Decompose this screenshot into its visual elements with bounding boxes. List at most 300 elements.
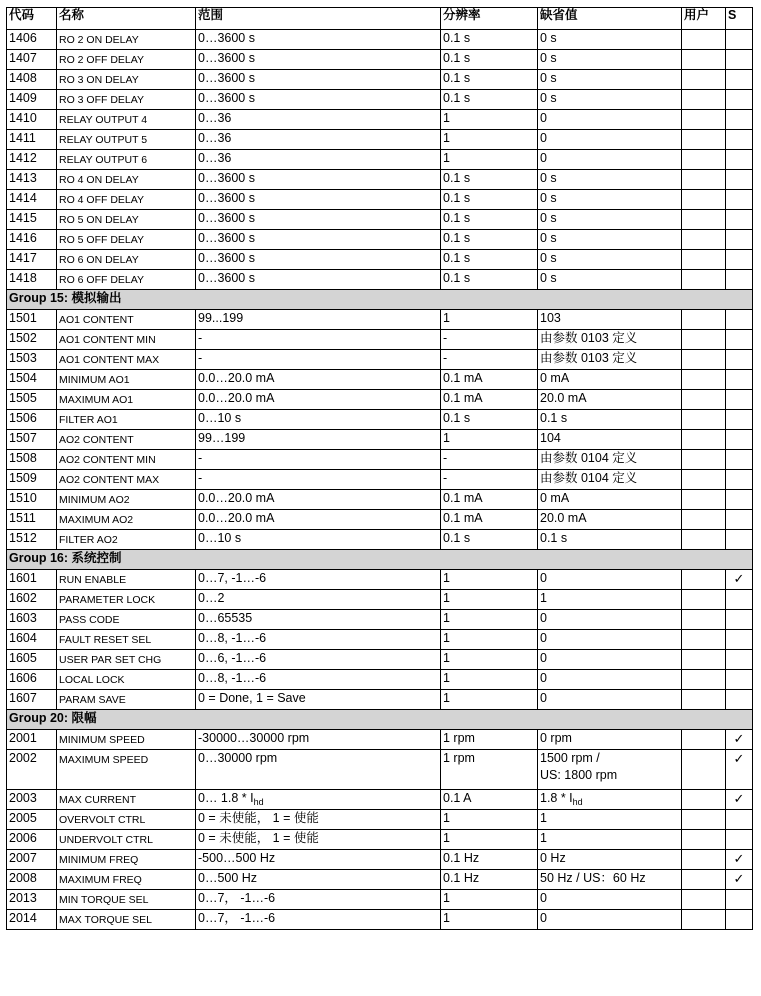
param-name: RO 5 OFF DELAY: [57, 230, 196, 250]
param-s-check: [726, 350, 753, 370]
param-code: 1604: [7, 630, 57, 650]
table-row: [7, 470, 753, 490]
param-name: AO1 CONTENT MAX: [57, 350, 196, 370]
param-default: 0 s: [538, 270, 682, 290]
table-row: [7, 210, 753, 230]
param-default: 0: [538, 130, 682, 150]
param-default: 0 s: [538, 250, 682, 270]
param-range: 0…3600 s: [196, 90, 441, 110]
header-resolution: 分辨率: [441, 8, 538, 30]
table-row: [7, 30, 753, 50]
param-resolution: 0.1 Hz: [441, 850, 538, 870]
param-resolution: 0.1 s: [441, 250, 538, 270]
param-code: 1505: [7, 390, 57, 410]
param-range: 0 = 未使能， 1 = 使能: [196, 830, 441, 850]
param-default-line2: US: 1800 rpm: [540, 768, 618, 782]
param-code: 1509: [7, 470, 57, 490]
param-resolution: 1: [441, 110, 538, 130]
param-range: 0…7， -1…-6: [196, 890, 441, 910]
param-name: RO 6 OFF DELAY: [57, 270, 196, 290]
table-row: [7, 410, 753, 430]
param-s-check: [726, 250, 753, 270]
param-user: [682, 110, 726, 130]
param-s-check: ✓: [726, 870, 753, 890]
param-user: [682, 70, 726, 90]
param-range: -: [196, 450, 441, 470]
param-default: 0 s: [538, 210, 682, 230]
param-range: 0…8, -1…-6: [196, 630, 441, 650]
param-name: PASS CODE: [57, 610, 196, 630]
param-s-check: ✓: [726, 850, 753, 870]
param-range: 0…3600 s: [196, 30, 441, 50]
param-user: [682, 170, 726, 190]
param-resolution: 1 rpm: [441, 730, 538, 750]
table-row: [7, 330, 753, 350]
header-user: 用户: [682, 8, 726, 30]
param-code: 2014: [7, 910, 57, 930]
param-name: RELAY OUTPUT 6: [57, 150, 196, 170]
table-row: [7, 790, 753, 810]
param-s-check: [726, 190, 753, 210]
param-range: 0…3600 s: [196, 70, 441, 90]
param-range: 99…199: [196, 430, 441, 450]
rows-group-20: [7, 810, 753, 930]
table-row: [7, 890, 753, 910]
param-name: MAXIMUM FREQ: [57, 870, 196, 890]
table-row: [7, 50, 753, 70]
param-code: 1414: [7, 190, 57, 210]
param-user: [682, 570, 726, 590]
param-name: AO2 CONTENT MAX: [57, 470, 196, 490]
param-resolution: 1: [441, 130, 538, 150]
param-range: 0…3600 s: [196, 250, 441, 270]
table-row: [7, 810, 753, 830]
param-user: [682, 270, 726, 290]
param-name: RO 5 ON DELAY: [57, 210, 196, 230]
param-resolution: 0.1 s: [441, 190, 538, 210]
param-s-check: [726, 50, 753, 70]
param-name: FILTER AO2: [57, 530, 196, 550]
param-code: 2008: [7, 870, 57, 890]
param-default: [538, 750, 682, 790]
param-code: 1409: [7, 90, 57, 110]
table-row: [7, 610, 753, 630]
param-default: 0.1 s: [538, 530, 682, 550]
param-default: 0 mA: [538, 490, 682, 510]
param-code: 2013: [7, 890, 57, 910]
param-resolution: 0.1 s: [441, 230, 538, 250]
table-row: [7, 750, 753, 790]
param-resolution: 0.1 s: [441, 90, 538, 110]
table-row: [7, 230, 753, 250]
param-user: [682, 510, 726, 530]
param-s-check: [726, 450, 753, 470]
param-name: FILTER AO1: [57, 410, 196, 430]
param-s-check: [726, 610, 753, 630]
table-row: [7, 430, 753, 450]
param-resolution: -: [441, 450, 538, 470]
param-range: 0.0…20.0 mA: [196, 370, 441, 390]
param-default: 20.0 mA: [538, 510, 682, 530]
group-16-section: [7, 550, 753, 570]
param-default: 0: [538, 570, 682, 590]
group-15-section: [7, 290, 753, 310]
param-range: 0 = 未使能， 1 = 使能: [196, 810, 441, 830]
param-default: 0 s: [538, 90, 682, 110]
table-row: [7, 350, 753, 370]
table-row: [7, 910, 753, 930]
param-s-check: [726, 890, 753, 910]
table-row: [7, 90, 753, 110]
param-user: [682, 790, 726, 810]
header-name: 名称: [57, 8, 196, 30]
param-user: [682, 590, 726, 610]
table-row: [7, 250, 753, 270]
param-default: 0: [538, 690, 682, 710]
param-range-subscript: hd: [253, 797, 264, 807]
table-row: [7, 450, 753, 470]
param-name: USER PAR SET CHG: [57, 650, 196, 670]
param-resolution: 0.1 mA: [441, 390, 538, 410]
param-s-check: [726, 310, 753, 330]
param-resolution: 1: [441, 910, 538, 930]
param-user: [682, 330, 726, 350]
param-range: 0…3600 s: [196, 230, 441, 250]
param-resolution: 1 rpm: [441, 750, 538, 790]
param-s-check: [726, 510, 753, 530]
param-range: 0…6, -1…-6: [196, 650, 441, 670]
param-resolution: 1: [441, 670, 538, 690]
param-range: 0…10 s: [196, 410, 441, 430]
table-row: [7, 630, 753, 650]
param-resolution: -: [441, 350, 538, 370]
param-code: 2002: [7, 750, 57, 790]
table-row: [7, 510, 753, 530]
param-user: [682, 430, 726, 450]
param-default: 0 s: [538, 30, 682, 50]
param-range: 0…500 Hz: [196, 870, 441, 890]
param-default: 0 rpm: [538, 730, 682, 750]
param-name: RO 4 ON DELAY: [57, 170, 196, 190]
param-name: MINIMUM SPEED: [57, 730, 196, 750]
param-name: MINIMUM AO2: [57, 490, 196, 510]
param-range: -: [196, 470, 441, 490]
param-name: AO1 CONTENT: [57, 310, 196, 330]
table-row: [7, 670, 753, 690]
param-name: UNDERVOLT CTRL: [57, 830, 196, 850]
param-code: 1510: [7, 490, 57, 510]
table-row: [7, 370, 753, 390]
param-code: 1606: [7, 670, 57, 690]
table-row: [7, 310, 753, 330]
param-resolution: 1: [441, 430, 538, 450]
param-code: 1412: [7, 150, 57, 170]
param-default: [538, 790, 682, 810]
param-name: RO 4 OFF DELAY: [57, 190, 196, 210]
param-user: [682, 410, 726, 430]
param-user: [682, 190, 726, 210]
param-user: [682, 310, 726, 330]
param-user: [682, 230, 726, 250]
group-header-row: [7, 550, 753, 570]
header-s: S: [726, 8, 753, 30]
param-resolution: 1: [441, 830, 538, 850]
param-code: 1411: [7, 130, 57, 150]
param-user: [682, 50, 726, 70]
param-s-check: [726, 150, 753, 170]
param-user: [682, 610, 726, 630]
param-code: 1406: [7, 30, 57, 50]
param-code: 1602: [7, 590, 57, 610]
param-default: 0: [538, 110, 682, 130]
param-default: 由参数 0103 定义: [538, 330, 682, 350]
param-range: 0…3600 s: [196, 270, 441, 290]
param-default: 0: [538, 670, 682, 690]
param-resolution: 1: [441, 810, 538, 830]
param-code: 1504: [7, 370, 57, 390]
param-user: [682, 670, 726, 690]
table-row: [7, 110, 753, 130]
parameter-table: [6, 7, 753, 930]
param-s-check: [726, 490, 753, 510]
param-range: 0…36: [196, 110, 441, 130]
param-default: 0: [538, 610, 682, 630]
param-user: [682, 870, 726, 890]
table-row: [7, 870, 753, 890]
param-range: 0…10 s: [196, 530, 441, 550]
param-user: [682, 350, 726, 370]
param-name: RO 6 ON DELAY: [57, 250, 196, 270]
param-range: 0.0…20.0 mA: [196, 390, 441, 410]
param-range: 0 = Done, 1 = Save: [196, 690, 441, 710]
param-default: 由参数 0103 定义: [538, 350, 682, 370]
param-code: 2001: [7, 730, 57, 750]
param-s-check: [726, 910, 753, 930]
header-row: [7, 8, 753, 30]
param-resolution: 1: [441, 310, 538, 330]
param-name: PARAM SAVE: [57, 690, 196, 710]
param-default: 0: [538, 150, 682, 170]
param-default: 104: [538, 430, 682, 450]
param-name: MAXIMUM SPEED: [57, 750, 196, 790]
param-code: 2003: [7, 790, 57, 810]
param-resolution: 0.1 s: [441, 270, 538, 290]
param-s-check: [726, 70, 753, 90]
table-row: [7, 650, 753, 670]
param-name: RO 3 OFF DELAY: [57, 90, 196, 110]
param-user: [682, 830, 726, 850]
group-header-row: [7, 710, 753, 730]
param-resolution: 0.1 s: [441, 530, 538, 550]
param-name: LOCAL LOCK: [57, 670, 196, 690]
param-user: [682, 730, 726, 750]
param-code: 1408: [7, 70, 57, 90]
param-resolution: 0.1 A: [441, 790, 538, 810]
param-name: MAX CURRENT: [57, 790, 196, 810]
param-name: MIN TORQUE SEL: [57, 890, 196, 910]
param-s-check: [726, 370, 753, 390]
param-range: 0…3600 s: [196, 190, 441, 210]
param-default: 20.0 mA: [538, 390, 682, 410]
group-20-title: Group 20: 限幅: [7, 710, 753, 730]
param-s-check: [726, 810, 753, 830]
param-resolution: 1: [441, 690, 538, 710]
param-default: 103: [538, 310, 682, 330]
table-row: [7, 690, 753, 710]
param-s-check: [726, 110, 753, 130]
rows-group-14: [7, 30, 753, 290]
param-s-check: [726, 690, 753, 710]
param-range: 0.0…20.0 mA: [196, 490, 441, 510]
param-code: 1508: [7, 450, 57, 470]
param-s-check: [726, 670, 753, 690]
param-user: [682, 470, 726, 490]
table-row: [7, 850, 753, 870]
param-code: 2007: [7, 850, 57, 870]
param-s-check: [726, 530, 753, 550]
param-default: 由参数 0104 定义: [538, 450, 682, 470]
param-resolution: 0.1 s: [441, 210, 538, 230]
param-s-check: [726, 210, 753, 230]
param-user: [682, 750, 726, 790]
param-range: 99...199: [196, 310, 441, 330]
param-name: AO2 CONTENT MIN: [57, 450, 196, 470]
param-default: 0: [538, 910, 682, 930]
param-code: 1418: [7, 270, 57, 290]
param-code: 1512: [7, 530, 57, 550]
parameter-document: [6, 7, 753, 930]
table-row: [7, 270, 753, 290]
param-default: 1: [538, 810, 682, 830]
param-user: [682, 370, 726, 390]
param-user: [682, 450, 726, 470]
param-code: 1407: [7, 50, 57, 70]
param-code: 1501: [7, 310, 57, 330]
param-range: -30000…30000 rpm: [196, 730, 441, 750]
param-resolution: 0.1 s: [441, 410, 538, 430]
param-code: 1503: [7, 350, 57, 370]
param-range: 0…3600 s: [196, 50, 441, 70]
table-row: [7, 730, 753, 750]
param-name: MAXIMUM AO1: [57, 390, 196, 410]
param-default-subscript: hd: [572, 797, 583, 807]
param-user: [682, 530, 726, 550]
param-range: [196, 790, 441, 810]
param-s-check: [726, 630, 753, 650]
table-row: [7, 390, 753, 410]
param-user: [682, 150, 726, 170]
param-name: AO1 CONTENT MIN: [57, 330, 196, 350]
param-name: FAULT RESET SEL: [57, 630, 196, 650]
param-user: [682, 810, 726, 830]
param-default: 0 s: [538, 70, 682, 90]
table-row: [7, 130, 753, 150]
param-resolution: 0.1 s: [441, 50, 538, 70]
table-row: [7, 590, 753, 610]
param-s-check: [726, 650, 753, 670]
table-row: [7, 830, 753, 850]
param-s-check: [726, 270, 753, 290]
table-row: [7, 490, 753, 510]
param-range: 0…7, -1…-6: [196, 570, 441, 590]
param-range: 0…3600 s: [196, 170, 441, 190]
param-code: 2005: [7, 810, 57, 830]
param-range: 0…30000 rpm: [196, 750, 441, 790]
header-default: 缺省值: [538, 8, 682, 30]
param-code: 1507: [7, 430, 57, 450]
param-resolution: 1: [441, 570, 538, 590]
param-s-check: ✓: [726, 730, 753, 750]
param-code: 1601: [7, 570, 57, 590]
param-resolution: -: [441, 470, 538, 490]
table-row: [7, 70, 753, 90]
param-default-text: 1.8 * I: [540, 791, 573, 805]
param-default: 0: [538, 890, 682, 910]
param-name: AO2 CONTENT: [57, 430, 196, 450]
param-name: PARAMETER LOCK: [57, 590, 196, 610]
param-user: [682, 890, 726, 910]
param-default: 0 s: [538, 230, 682, 250]
param-s-check: [726, 830, 753, 850]
rows-group-15: [7, 310, 753, 550]
table-row: [7, 150, 753, 170]
param-code: 2006: [7, 830, 57, 850]
param-s-check: [726, 30, 753, 50]
param-resolution: 1: [441, 610, 538, 630]
param-range: 0…7， -1…-6: [196, 910, 441, 930]
param-resolution: 0.1 s: [441, 70, 538, 90]
param-resolution: 0.1 mA: [441, 510, 538, 530]
param-s-check: ✓: [726, 570, 753, 590]
param-default: 0 s: [538, 50, 682, 70]
param-code: 1603: [7, 610, 57, 630]
table-row: [7, 170, 753, 190]
param-default: 0 s: [538, 170, 682, 190]
param-code: 1415: [7, 210, 57, 230]
param-s-check: [726, 90, 753, 110]
param-default: 1: [538, 830, 682, 850]
param-name: RUN ENABLE: [57, 570, 196, 590]
param-s-check: [726, 410, 753, 430]
param-name: RELAY OUTPUT 4: [57, 110, 196, 130]
param-code: 1506: [7, 410, 57, 430]
param-s-check: ✓: [726, 790, 753, 810]
param-code: 1511: [7, 510, 57, 530]
param-range: -: [196, 330, 441, 350]
param-code: 1416: [7, 230, 57, 250]
table-row: [7, 570, 753, 590]
param-name: RELAY OUTPUT 5: [57, 130, 196, 150]
param-default-line1: 1500 rpm /: [540, 751, 600, 765]
param-name: MAXIMUM AO2: [57, 510, 196, 530]
param-resolution: 1: [441, 890, 538, 910]
group-16-title: Group 16: 系统控制: [7, 550, 753, 570]
param-user: [682, 490, 726, 510]
param-resolution: 1: [441, 630, 538, 650]
param-user: [682, 690, 726, 710]
param-user: [682, 30, 726, 50]
param-default: 0.1 s: [538, 410, 682, 430]
param-default: 0: [538, 650, 682, 670]
param-name: RO 3 ON DELAY: [57, 70, 196, 90]
param-range: 0…65535: [196, 610, 441, 630]
param-name: RO 2 OFF DELAY: [57, 50, 196, 70]
param-code: 1605: [7, 650, 57, 670]
rows-group-16: [7, 570, 753, 710]
param-default: 0 Hz: [538, 850, 682, 870]
param-code: 1607: [7, 690, 57, 710]
param-default: 50 Hz / US：60 Hz: [538, 870, 682, 890]
